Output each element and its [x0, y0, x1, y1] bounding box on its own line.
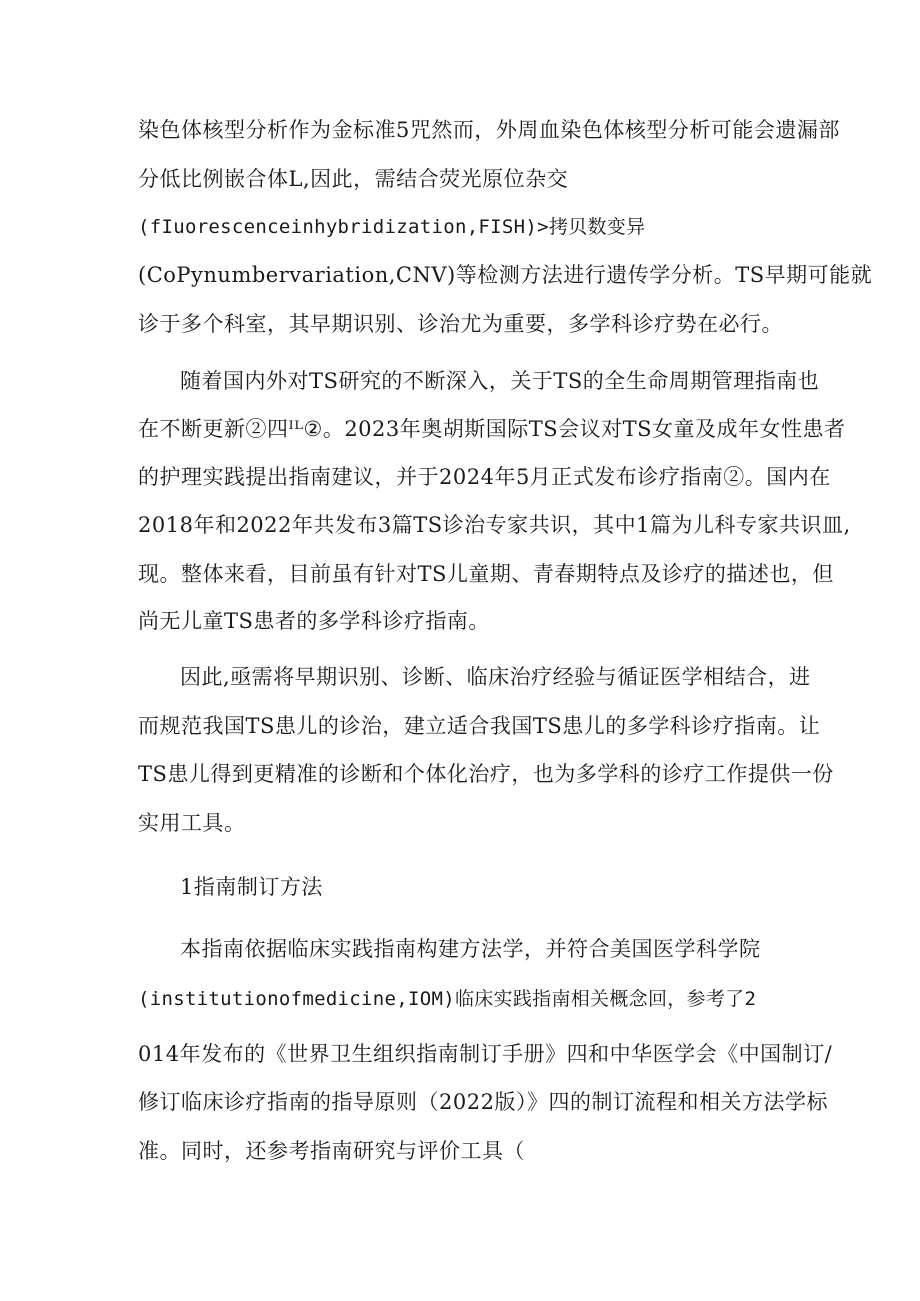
paragraph-3-line-1: 因此,亟需将早期识别、诊断、临床治疗经验与循证医学相结合，进	[180, 665, 811, 689]
paragraph-4-line-5: 准。同时，还参考指南研究与评价工具（	[138, 1139, 525, 1163]
paragraph-2-line-5: 现。整体来看，目前虽有针对TS儿童期、青春期特点及诊疗的描述也，但	[138, 562, 834, 586]
paragraph-4-line-1: 本指南依据临床实践指南构建方法学，并符合美国医学科学院	[180, 937, 761, 961]
paragraph-2-line-4: 2018年和2022年共发布3篇TS诊治专家共识，其中1篇为儿科专家共识皿,	[138, 513, 851, 537]
paragraph-2-line-6: 尚无儿童TS患者的多学科诊疗指南。	[138, 609, 490, 633]
paragraph-1-line-3: (fIuorescenceinhybridization,FISH)>拷贝数变异	[138, 216, 646, 238]
paragraph-4-line-4: 修订临床诊疗指南的指导原则（2022版）》四的制订流程和相关方法学标	[138, 1090, 828, 1114]
paragraph-4-line-2: (institutionofmedicine,IOM)临床实践指南相关概念回，参考了2	[138, 988, 757, 1010]
paragraph-1-line-1: 染色体核型分析作为金标准5咒然而，外周血染色体核型分析可能会遗漏部	[138, 118, 840, 142]
paragraph-4-line-3: 014年发布的《世界卫生组织指南制订手册》四和中华医学会《中国制订/	[138, 1042, 833, 1066]
paragraph-3-line-2: 而规范我国TS患儿的诊治，建立适合我国TS患儿的多学科诊疗指南。让	[138, 714, 821, 738]
paragraph-2-line-3: 的护理实践提出指南建议，并于2024年5月正式发布诊疗指南②。国内在	[138, 465, 831, 489]
paragraph-2-line-1: 随着国内外对TS研究的不断深入，关于TS的全生命周期管理指南也	[180, 369, 820, 393]
paragraph-1-line-5: 诊于多个科室，其早期识别、诊治尤为重要，多学科诊疗势在必行。	[138, 312, 783, 336]
paragraph-2-line-2: 在不断更新②四ᴵᴸ②。2023年奥胡斯国际TS会议对TS女童及成年女性患者	[138, 417, 846, 441]
paragraph-3-line-4: 实用工具。	[138, 811, 246, 835]
section-heading: 1指南制订方法	[180, 875, 323, 899]
paragraph-3-line-3: TS患儿得到更精准的诊断和个体化治疗，也为多学科的诊疗工作提供一份	[138, 762, 834, 786]
paragraph-1-line-4: (CoPynumbervariation,CNV)等检测方法进行遗传学分析。TS早期可能就	[138, 263, 873, 287]
paragraph-1-line-2: 分低比例嵌合体L,因此，需结合荧光原位杂交	[138, 167, 569, 191]
